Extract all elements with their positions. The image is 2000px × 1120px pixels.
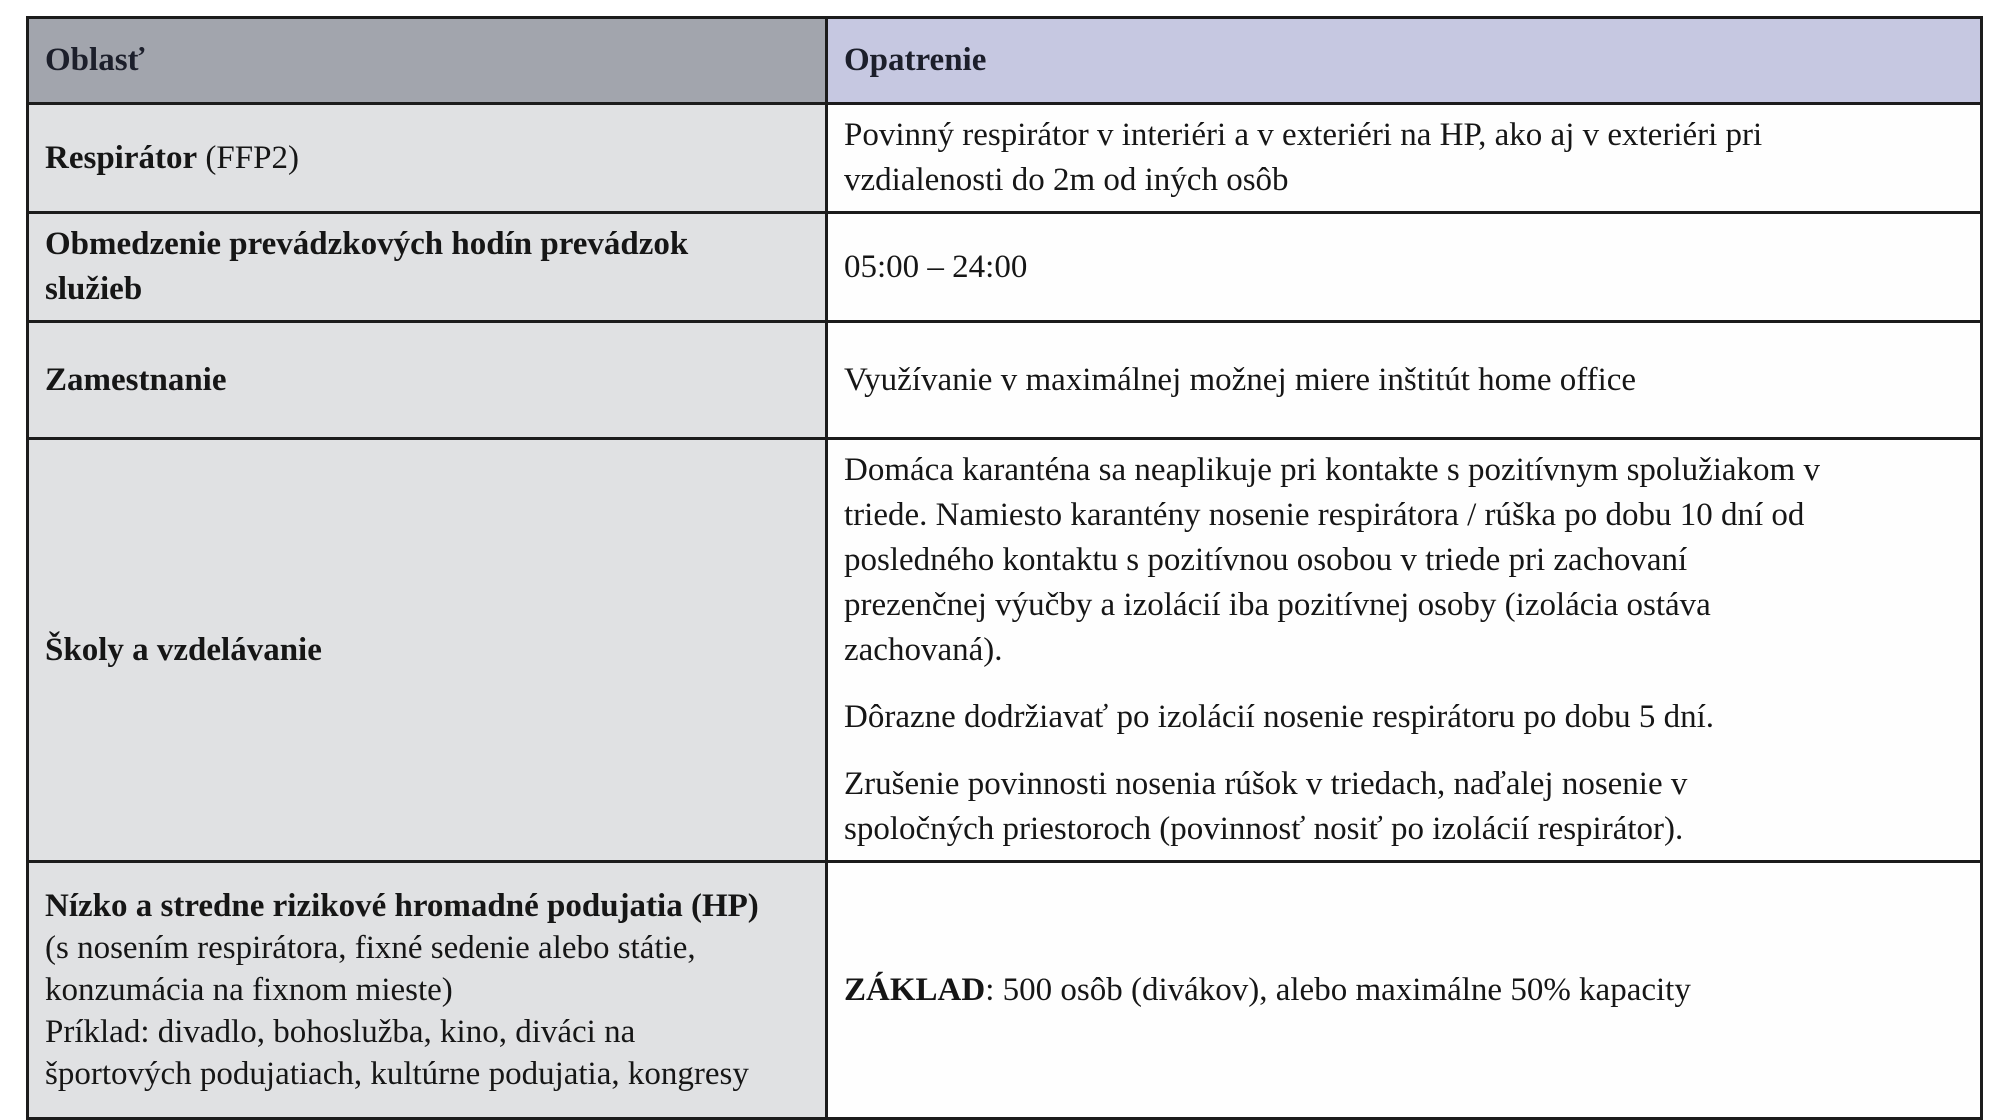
document-page (26, 16, 1983, 1120)
area-title: Zamestnanie (45, 361, 227, 398)
area-text (45, 358, 782, 403)
area-cell-mass-events (28, 862, 827, 1119)
area-note: (FFP2) (197, 139, 299, 176)
measure-paragraph (844, 968, 1824, 1013)
area-title: Školy a vzdelávanie (45, 631, 322, 668)
measure-cell-schools (827, 439, 1982, 862)
measure-cell-respirator (827, 104, 1982, 213)
measure-paragraph: Dôrazne dodržiavať po izolácií nosenie respirátoru po dobu 5 dní. (844, 699, 1714, 735)
table-row-schools (28, 439, 1982, 862)
measure-text (844, 358, 1824, 403)
measure-text (844, 113, 1824, 203)
measure-cell-opening-hours (827, 213, 1982, 322)
area-title: Nízko a stredne rizikové hromadné podujatia (HP) (45, 888, 759, 924)
area-examples: Príklad: divadlo, bohoslužba, kino, diváci na športových podujatiach, kultúrne podujatia, kongresy (45, 1014, 749, 1092)
header-cell-area (28, 18, 827, 104)
measure-paragraph: Zrušenie povinnosti nosenia rúšok v triedach, naďalej nosenie v spoločných priestoroch (povinnosť nosiť po izolácií respirátor). (844, 766, 1688, 847)
area-text (45, 136, 782, 181)
measure-text (844, 968, 1824, 1013)
measure-keyword: ZÁKLAD (844, 971, 986, 1008)
measure-cell-employment (827, 322, 1982, 439)
covid-measures-table (26, 16, 1983, 1120)
measure-paragraph: Domáca karanténa sa neaplikuje pri kontakte s pozitívnym spolužiakom v triede. Namiesto karantény nosenie respirátora / rúška po dobu 10 dní od posledného kontaktu s pozitívnou osobou v triede pri zachovaní prezenčnej výučby a izolácií iba pozitívnej osoby (izolácia ostáva zachovaná). (844, 452, 1820, 668)
area-text (45, 628, 782, 673)
header-label-area: Oblasť (45, 42, 145, 78)
area-cell-schools (28, 439, 827, 862)
measure-paragraph: Povinný respirátor v interiéri a v exteriéri na HP, ako aj v exteriéri pri vzdialenosti do 2m od iných osôb (844, 117, 1763, 198)
area-cell-opening-hours (28, 213, 827, 322)
table-header-row (28, 18, 1982, 104)
measure-paragraph: Využívanie v maximálnej možnej miere inštitút home office (844, 361, 1637, 398)
area-text (45, 885, 782, 1095)
table-row-respirator (28, 104, 1982, 213)
area-cell-employment (28, 322, 827, 439)
area-text (45, 222, 782, 312)
measure-cell-mass-events (827, 862, 1982, 1119)
header-label-measure: Opatrenie (844, 42, 987, 78)
area-title: Obmedzenie prevádzkových hodín prevádzok služieb (45, 226, 689, 307)
measure-detail: : 500 osôb (divákov), alebo maximálne 50% kapacity (985, 971, 1691, 1008)
table-row-opening-hours (28, 213, 1982, 322)
area-description: (s nosením respirátora, fixné sedenie alebo státie, konzumácia na fixnom mieste) (45, 930, 696, 1008)
measure-paragraph: 05:00 – 24:00 (844, 248, 1028, 285)
area-title: Respirátor (45, 139, 198, 176)
header-cell-measure (827, 18, 1982, 104)
measure-text (844, 448, 1824, 852)
table-row-employment (28, 322, 1982, 439)
measure-text (844, 245, 1824, 290)
area-cell-respirator (28, 104, 827, 213)
table-row-mass-events (28, 862, 1982, 1119)
